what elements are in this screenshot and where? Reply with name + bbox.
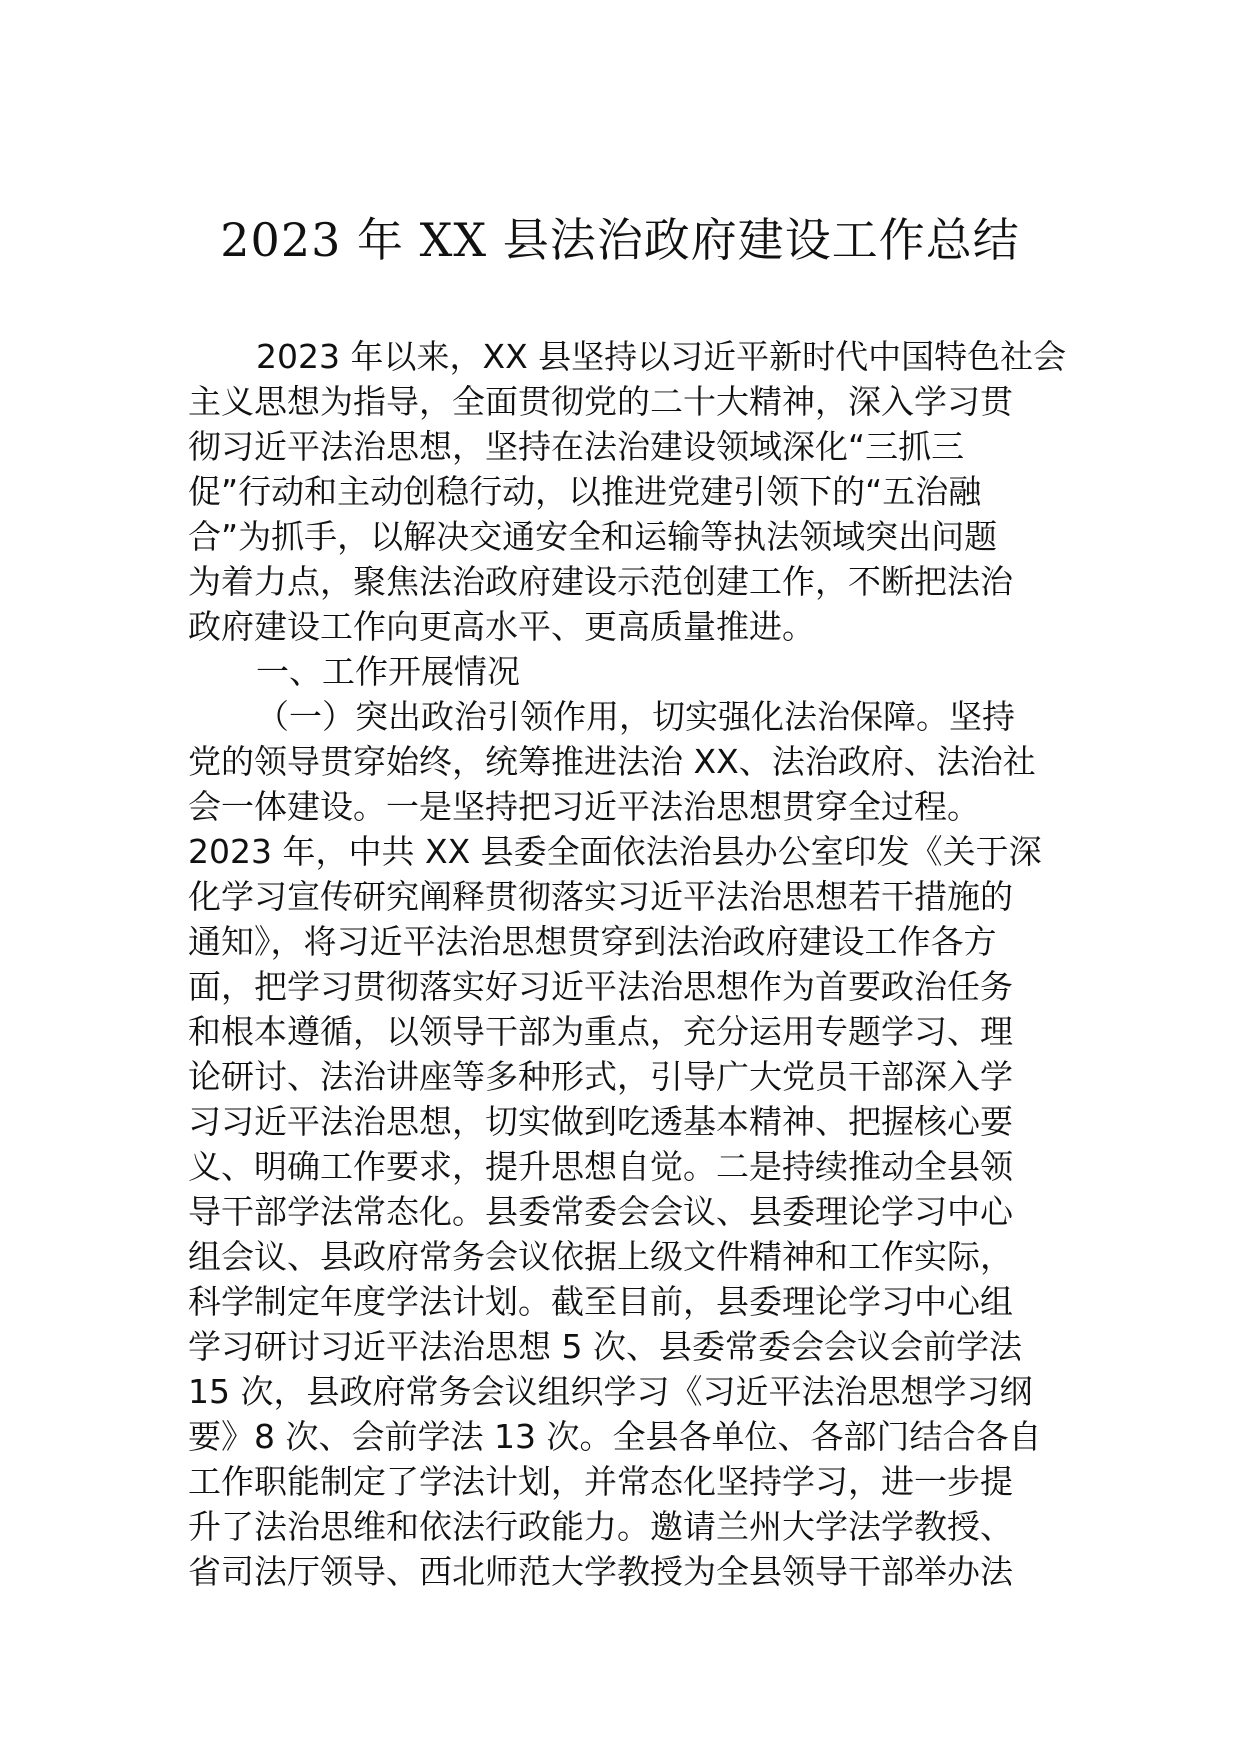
paragraph-line: 会一体建设。一是坚持把习近平法治思想贯穿全过程。 (188, 787, 980, 826)
paragraph-line: 促”行动和主动创稳行动，以推进党建引领下的“五治融 (188, 472, 982, 511)
paragraph-line: 15 次，县政府常务会议组织学习《习近平法治思想学习纲 (188, 1372, 1033, 1411)
paragraph-line: 组会议、县政府常务会议依据上级文件精神和工作实际， (188, 1237, 1013, 1276)
paragraph-line: 要》8 次、会前学法 13 次。全县各单位、各部门结合各自 (188, 1417, 1042, 1456)
paragraph-line: 科学制定年度学法计划。截至目前，县委理论学习中心组 (188, 1282, 1013, 1321)
paragraph-line: 工作职能制定了学法计划，并常态化坚持学习，进一步提 (188, 1462, 1013, 1501)
paragraph-line: 面，把学习贯彻落实好习近平法治思想作为首要政治任务 (188, 967, 1013, 1006)
paragraph-line: 为着力点，聚焦法治政府建设示范创建工作，不断把法治 (188, 562, 1013, 601)
paragraph-line: 化学习宣传研究阐释贯彻落实习近平法治思想若干措施的 (188, 877, 1013, 916)
section-heading: 一、工作开展情况 (256, 652, 520, 691)
paragraph-line: 政府建设工作向更高水平、更高质量推进。 (188, 607, 815, 646)
paragraph-line: 导干部学法常态化。县委常委会会议、县委理论学习中心 (188, 1192, 1013, 1231)
paragraph-line: 和根本遵循，以领导干部为重点，充分运用专题学习、理 (188, 1012, 1013, 1051)
paragraph-line: 习习近平法治思想，切实做到吃透基本精神、把握核心要 (188, 1102, 1013, 1141)
document-body (188, 334, 1068, 1594)
paragraph-line: 学习研讨习近平法治思想 5 次、县委常委会会议会前学法 (188, 1327, 1022, 1366)
paragraph-line: 2023 年以来，XX 县坚持以习近平新时代中国特色社会 (256, 337, 1067, 376)
paragraph-line: （一）突出政治引领作用，切实强化法治保障。坚持 (256, 697, 1015, 736)
paragraph-line: 通知》，将习近平法治思想贯穿到法治政府建设工作各方 (188, 922, 997, 961)
document-title: 2023 年 XX 县法治政府建设工作总结 (220, 213, 1020, 267)
paragraph-line: 义、明确工作要求，提升思想自觉。二是持续推动全县领 (188, 1147, 1013, 1186)
paragraph-line: 论研讨、法治讲座等多种形式，引导广大党员干部深入学 (188, 1057, 1013, 1096)
paragraph-line: 合”为抓手，以解决交通安全和运输等执法领域突出问题 (188, 517, 998, 556)
paragraph-line: 省司法厅领导、西北师范大学教授为全县领导干部举办法 (188, 1552, 1013, 1591)
paragraph-line: 主义思想为指导，全面贯彻党的二十大精神，深入学习贯 (188, 382, 1013, 421)
paragraph-line: 彻习近平法治思想，坚持在法治建设领域深化“三抓三 (188, 427, 965, 466)
paragraph-line: 2023 年，中共 XX 县委全面依法治县办公室印发《关于深 (188, 832, 1042, 871)
paragraph-line: 党的领导贯穿始终，统筹推进法治 XX、法治政府、法治社 (188, 742, 1036, 781)
paragraph-line: 升了法治思维和依法行政能力。邀请兰州大学法学教授、 (188, 1507, 1013, 1546)
